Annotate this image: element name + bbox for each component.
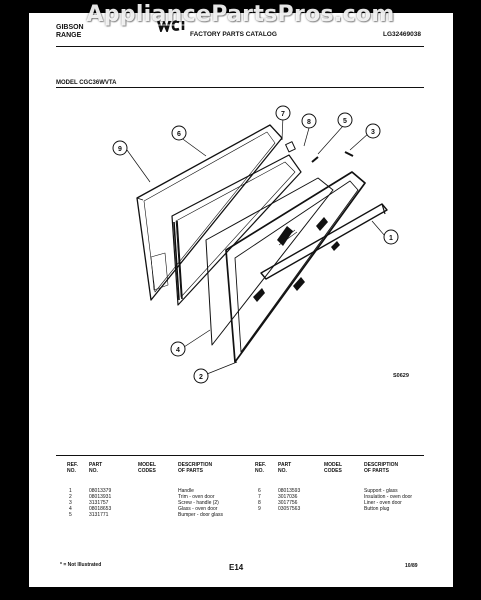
row-description: Handle bbox=[178, 488, 194, 494]
page-number: E14 bbox=[229, 563, 244, 572]
callout-6-label: 6 bbox=[177, 131, 181, 138]
row-part-no: 08013379 bbox=[89, 488, 112, 494]
row-description: Glass - oven door bbox=[178, 506, 218, 512]
catalog-date: 10/89 bbox=[405, 563, 418, 569]
row-part-no: 3017756 bbox=[278, 500, 298, 506]
watermark-text: AppliancePartsPros.com bbox=[86, 2, 395, 27]
callout-2-label: 2 bbox=[199, 374, 203, 381]
callout-9-label: 9 bbox=[118, 146, 122, 153]
row-ref: 3 bbox=[69, 500, 72, 506]
row-description: Support - glass bbox=[364, 488, 398, 494]
row-ref: 7 bbox=[258, 494, 261, 500]
row-part-no: 3017036 bbox=[278, 494, 298, 500]
callout-7-label: 7 bbox=[281, 111, 285, 118]
callout-5-label: 5 bbox=[343, 118, 347, 125]
col-model-codes-header-left: MODEL CODES bbox=[138, 462, 156, 474]
row-part-no: 08018653 bbox=[89, 506, 112, 512]
brand-line-1: GIBSON bbox=[56, 24, 84, 31]
brand-line-2: RANGE bbox=[56, 32, 82, 39]
row-ref: 9 bbox=[258, 506, 261, 512]
row-part-no: 08013931 bbox=[89, 494, 112, 500]
catalog-number: LG32469038 bbox=[383, 31, 421, 38]
row-description: Insulation - oven door bbox=[364, 494, 413, 500]
col-part-no-header-left: PART NO. bbox=[89, 462, 103, 474]
figure-code: S0629 bbox=[393, 373, 409, 379]
row-description: Screw - handle (2) bbox=[178, 500, 219, 506]
row-part-no: 3131771 bbox=[89, 512, 109, 518]
col-description-header-left: DESCRIPTION OF PARTS bbox=[178, 462, 213, 474]
model-label: MODEL CGC36WVTA bbox=[56, 80, 117, 86]
col-part-no-header-right: PART NO. bbox=[278, 462, 292, 474]
row-ref: 1 bbox=[69, 488, 72, 494]
catalog-title: FACTORY PARTS CATALOG bbox=[190, 31, 277, 38]
callout-1-label: 1 bbox=[389, 235, 393, 242]
row-part-no: 08013593 bbox=[278, 488, 301, 494]
row-part-no: 03057563 bbox=[278, 506, 301, 512]
row-ref: 6 bbox=[258, 488, 261, 494]
row-description: Button plug bbox=[364, 506, 390, 512]
row-part-no: 3131757 bbox=[89, 500, 109, 506]
row-ref: 5 bbox=[69, 512, 72, 518]
row-ref: 8 bbox=[258, 500, 261, 506]
row-description: Liner - oven door bbox=[364, 500, 402, 506]
col-description-header-right: DESCRIPTION OF PARTS bbox=[364, 462, 399, 474]
callout-3-label: 3 bbox=[371, 129, 375, 136]
row-description: Trim - oven door bbox=[178, 494, 215, 500]
callout-4-label: 4 bbox=[176, 347, 180, 354]
row-ref: 4 bbox=[69, 506, 72, 512]
col-ref-no-header-left: REF. NO. bbox=[67, 462, 78, 474]
row-ref: 2 bbox=[69, 494, 72, 500]
row-description: Bumper - door glass bbox=[178, 512, 224, 518]
callout-8-label: 8 bbox=[307, 119, 311, 126]
col-ref-no-header-right: REF. NO. bbox=[255, 462, 266, 474]
col-model-codes-header-right: MODEL CODES bbox=[324, 462, 342, 474]
not-illustrated-note: * = Not Illustrated bbox=[60, 562, 102, 568]
